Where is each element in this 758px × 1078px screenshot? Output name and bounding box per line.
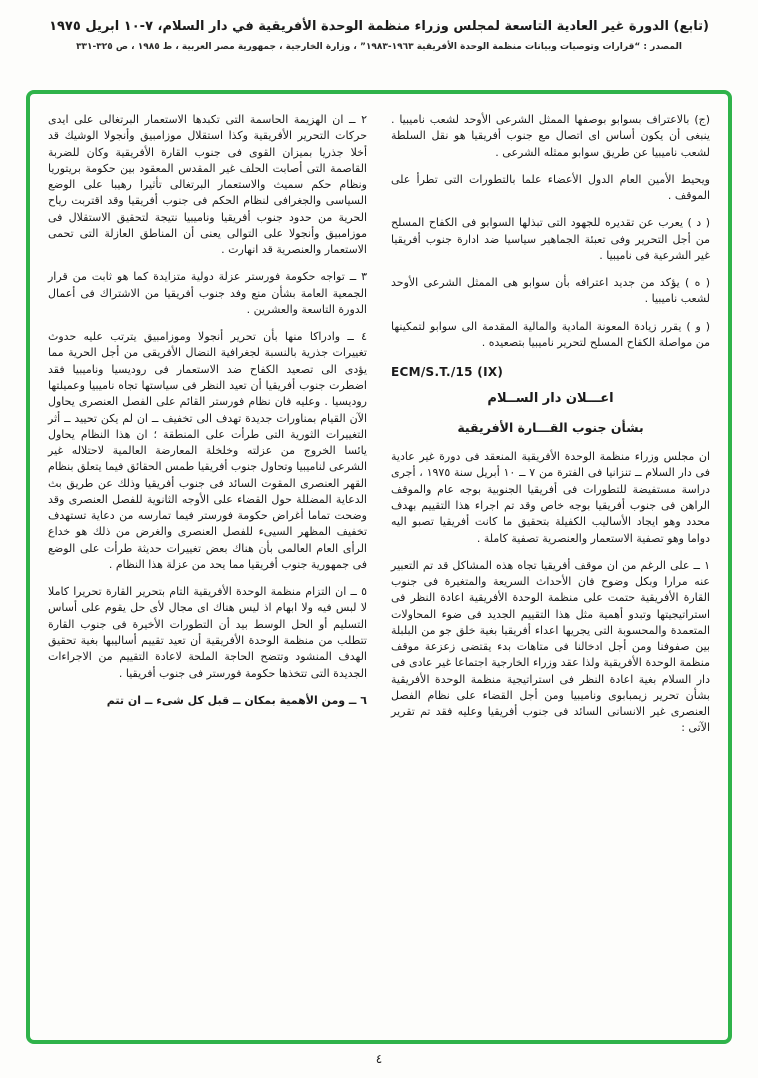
page-number: ٤ — [375, 1052, 383, 1066]
paragraph-d: ( د ) يعرب عن تقديره للجهود التى تبذلها السوابو فى الكفاح المسلح من أجل التحرير وفى تعبئة الجماهير سياسيا ضد ادارة جنوب أفريقيا غير الشرعية فى ناميبيا . — [391, 216, 710, 262]
paragraph-secretary-note: ويحيط الأمين العام الدول الأعضاء علما بالتطورات التى تطرأ على الموقف . — [391, 172, 710, 203]
paragraph-2: ٢ ــ ان الهزيمة الحاسمة التى تكبدها الاستعمار البرتغالى على ايدى حركات التحرير الأفريقية وكذا استقلال موزامبيق وأنجولا الوشيك قد أخلا جذريا بميزان القوى فى جنوب القارة الأفريقية وكان للضربة القاصمة التى أصابت الحلف غير المقدس المعقود بين حكومة بريتوريا ونظام حكم سميث والاستعمار البرتغالى تأثيرا رهيبا على الوضع السياسى والجغرافى لنظام الحكم فى جنوب أفريقيا وقد اقتربت رياح الحرية من حدود جنوب أفريقيا وناميبيا نتيجة لتحقيق الاستقلال فى موزامبيق وأنجولا على التوالى يعنى أن المناطق العازلة التى تحمى الاستعمار والعنصرية قد انهارت . — [48, 113, 367, 257]
column-left — [48, 112, 367, 1030]
paragraph-c: (ج) بالاعتراف بسوابو بوصفها الممثل الشرعى الأوحد لشعب ناميبيا . ينبغى أن يكون أساس اى اتصال مع جنوب أفريقيا هو نقل السلطة لشعب ناميبيا عن طريق سوابو ممثله الشرعى . — [391, 113, 710, 159]
paragraph-4: ٤ ــ وادراكا منها بأن تحرير أنجولا وموزامبيق يترتب عليه حدوث تغييرات جذرية بالنسبة لجغرافية النضال الأفريقى من أجل الحرية مما يؤدى الى تصعيد الكفاح ضد الاستعمار فى روديسيا وناميبيا فقد اضطرت جنوب أفريقيا أن تعيد النظر فى سياستها تجاه ناميبيا وعميلتها روديسيا . وعليه فان نظام فورستر القائم على الفصل العنصرى يحاول الآن القيام بمناورات جديدة تهدف الى تخفيف ــ ان لم يكن تحييد ــ أثر التغييرات الثورية التى طرأت على المنطقة ؛ ان هذا النظام يحاول يائسا الخروج من عزلته وخلخلة المعارضة العالمية لاحتلاله غير الشرعى لناميبيا وتحاول جنوب أفريقيا طمس الحقائق فيما يتعلق بنظام القهر العنصرى المقوت السائد فى جنوب أفريقيا وذلك عن طريق بث الدعاية المضللة حول القضاء على الأوجه الثانوية للفصل العنصرى وقد وضحت تماما أغراض حكومة فورستر فيما تمارسه من دعاية تستهدف تخفيف المظهر السيىء للفصل العنصرى والغرض من ذلك هو خداع الرأى العام العالمى بأن هناك بعض تغييرات حديثة طرأت على الوضع فى جمهورية جنوب أفريقيا مما يحد من عزلة هذا النظام . — [48, 330, 367, 571]
paragraph-w: ( و ) يقرر زيادة المعونة المادية والمالية المقدمة الى سوابو لتمكينها من مواصلة الكفاح المسلح لتحرير ناميبيا بتصعيده . — [391, 319, 710, 349]
column-right — [391, 112, 710, 1030]
page-header — [0, 0, 758, 54]
paragraph-5: ٥ ــ ان التزام منظمة الوحدة الأفريقية التام بتحرير القارة تحريرا كاملا لا لبس فيه ولا ابهام اذ ليس هناك اى مجال لأى حل يقوم على أساس التسليم أو الحل الوسط بيد أن التطورات الأخيرة فى جنوب القارة تتطلب من منظمة الوحدة الأفريقية أن تعيد تقييم أساليبها بغية تحقيق الهدف المنشود وتتضح الحاجة الملحة لاعادة التقييم من الاجراءات الجديدة التى تتخذها حكومة فورستر فى جنوب أفريقيا . — [48, 585, 367, 680]
paragraph-h: ( ه ) يؤكد من جديد اعترافه بأن سوابو هى الممثل الشرعى الأوحد لشعب ناميبيا . — [391, 276, 710, 306]
page-header-source: المصدر : “قرارات وتوصيات وبيانات منظمة الوحدة الأفريقية ١٩٦٣-١٩٨٣” ، وزارة الخارجية ، جمهورية مصر العربية ، ط ١٩٨٥ ، ص ٣٢٥-٣٣١ — [76, 42, 682, 53]
text-columns — [48, 112, 710, 1030]
content-border — [26, 90, 732, 1044]
declaration-heading: اعـــلان دار الســلام — [487, 391, 614, 407]
paragraph-intro: ان مجلس وزراء منظمة الوحدة الأفريقية المنعقد فى دورة غير عادية فى دار السلام ــ تنزانيا فى الفترة من ٧ ــ ١٠ أبريل سنة ١٩٧٥ ، أجرى دراسة مستفيضة للتطورات فى أفريقيا الجنوبية بوجه عام والموقف الراهن فى جنوب أفريقيا بوجه خاص وقد تم اجراء هذا التقييم بهدف محدد وهو ايجاد الأساليب الكفيلة بتحقيق ما كانت أفريقيا تصبو اليه دواما وهو تصفية الاستعمار والعنصرية تصفية كاملة . — [391, 450, 710, 545]
paragraph-1: ١ ــ على الرغم من ان موقف أفريقيا تجاه هذه المشاكل قد تم التعبير عنه مرارا وبكل وضوح فان الأحداث السريعة والمتغيرة فى جنوب القارة الأفريقية حتمت على منظمة الوحدة الأفريقية اعادة النظر فى استراتيجيتها وتبدو أهمية مثل هذا التقييم الجديد فى ضوء المحاولات المتعمدة والمحسوبة التى يجريها اعداء أفريقيا بغية خلق جو من البلبلة بين صفوفنا ومن أجل ادخالنا فى متاهات بدء يقتضى زعزعة موقف منظمة الوحدة الأفريقية ولذا عقد وزراء الخارجية اجتماعا غير عادى فى دار السلام بغية اعادة النظر فى استراتيجية منظمة الوحدة الأفريقية بشأن تحرير زيمبابوى وناميبيا ومن أجل القضاء على نظام الفصل العنصرى غير الانسانى السائد فى جنوب أفريقيا وعليه فقد تم تقرير الآتى : — [391, 558, 710, 735]
document-reference: ECM/S.T./15 (IX) — [391, 365, 504, 380]
paragraph-3: ٣ ــ تواجه حكومة فورستر عزلة دولية متزايدة كما هو ثابت من قرار الجمعية العامة بشأن منع وفد جنوب أفريقيا من الاشتراك فى أعمال الدورة التاسعة والعشرين . — [48, 270, 367, 316]
paragraph-6: ٦ ــ ومن الأهمية بمكان ــ قبل كل شىء ــ ان تتم — [106, 693, 367, 707]
page-header-title: (تابع) الدورة غير العادية التاسعة لمجلس وزراء منظمة الوحدة الأفريقية في دار السلام، ٧-١٠ ابريل ١٩٧٥ — [49, 19, 709, 34]
declaration-subheading: بشأن جنوب القـــارة الأفريقية — [457, 420, 644, 436]
